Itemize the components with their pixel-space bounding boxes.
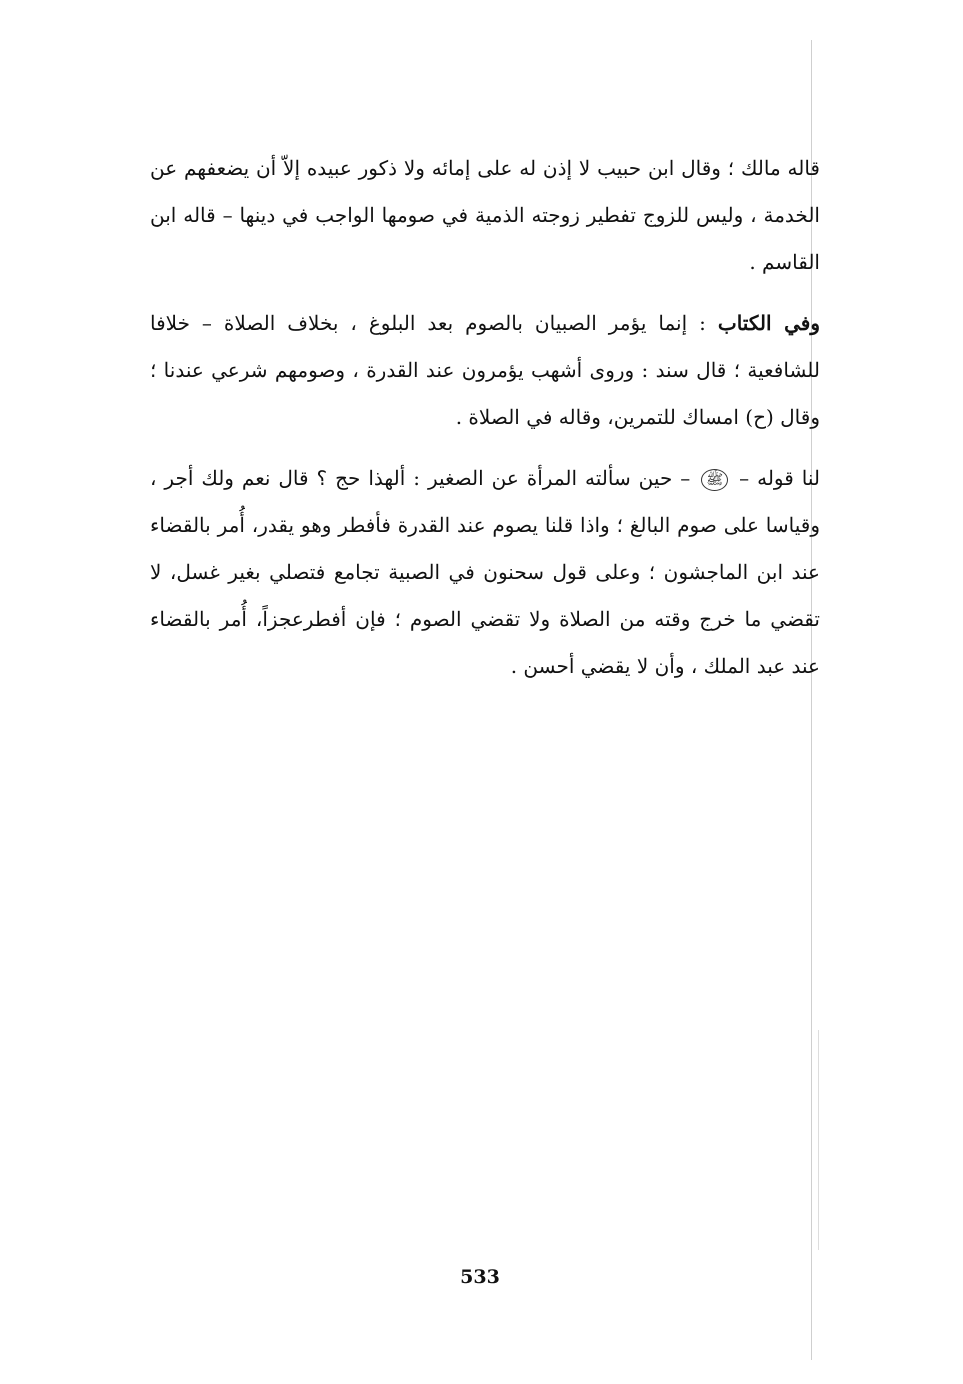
paragraph-1 [150, 145, 820, 286]
paragraph-2-lead: وفي الكتاب [717, 311, 820, 335]
page-number: 533 [460, 1266, 500, 1288]
honorific-symbol: ﷺ [701, 469, 728, 491]
paragraph-3-before: لنا قوله – [731, 466, 820, 490]
paragraph-2 [150, 300, 820, 441]
paragraph-3-after: – حين سألته المرأة عن الصغير : ألهذا حج ؟ قال نعم ولك أجر ، وقياسا على صوم البالغ ؛ واذا قلنا يصوم عند القدرة فأفطر وهو يقدر، أُمر بالقضاء عند ابن الماجشون ؛ وعلى قول سحنون في الصبية تجامع فتصلي بغير غسل، لا تقضي ما خرج وقته من الصلاة ولا تقضي الصوم ؛ فإن أفطرعجزاً، أُمر بالقضاء عند عبد الملك ، وأن لا يقضي أحسن . [150, 466, 820, 678]
paragraph-3 [150, 455, 820, 690]
body-text [150, 145, 820, 704]
paragraph-2-text: : إنما يؤمر الصبيان بالصوم بعد البلوغ ، بخلاف الصلاة – خلافا للشافعية ؛ قال سند : وروى أشهب يؤمرون عند القدرة ، وصومهم شرعي عندنا ؛ وقال (ح) امساك للتمرين، وقاله في الصلاة . [150, 311, 820, 429]
paragraph-1-text: قاله مالك ؛ وقال ابن حبيب لا إذن له على إمائه ولا ذكور عبيده إلاّ أن يضعفهم عن الخدمة ، وليس للزوج تفطير زوجته الذمية في صومها الواجب في دينها – قاله ابن القاسم . [150, 156, 820, 274]
binding-edge-mark [818, 1030, 819, 1250]
